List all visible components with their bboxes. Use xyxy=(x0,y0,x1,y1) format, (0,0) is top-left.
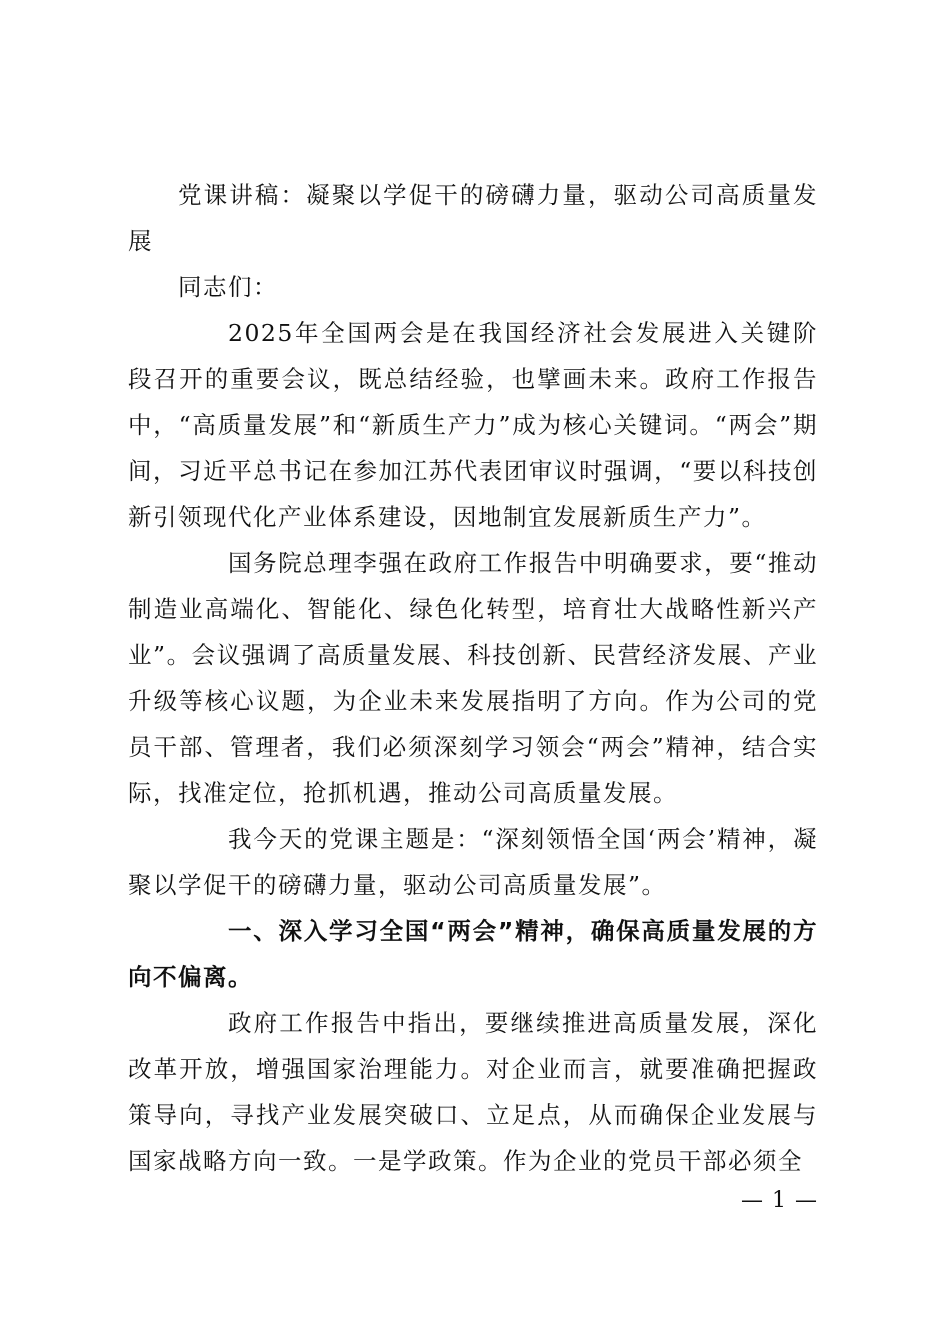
section-heading: 一、深入学习全国“两会”精神，确保高质量发展的方向不偏离。 xyxy=(128,917,818,991)
section-paragraph: 政府工作报告中指出，要继续推进高质量发展，深化改革开放，增强国家治理能力。对企业而言，就要准确把握政策导向，寻找产业发展突破口、立足点，从而确保企业发展与国家战略方向一致。一是学政策。作为企业的党员干部必须全 xyxy=(128,1009,818,1175)
paragraph-3: 我今天的党课主题是：“深刻领悟全国‘两会’精神，凝聚以学促干的磅礴力量，驱动公司高质量发展”。 xyxy=(128,825,818,899)
paragraph-1: 2025年全国两会是在我国经济社会发展进入关键阶段召开的重要会议，既总结经验，也擘画未来。政府工作报告中，“高质量发展”和“新质生产力”成为核心关键词。“两会”期间，习近平总书记在参加江苏代表团审议时强调，“要以科技创新引领现代化产业体系建设，因地制宜发展新质生产力”。 xyxy=(128,319,818,531)
document-title: 党课讲稿：凝聚以学促干的磅礴力量，驱动公司高质量发展 xyxy=(128,181,818,255)
greeting: 同志们： xyxy=(178,273,278,301)
page-number: — 1 — xyxy=(741,1188,818,1213)
paragraph-2: 国务院总理李强在政府工作报告中明确要求，要“推动制造业高端化、智能化、绿色化转型，培育壮大战略性新兴产业”。会议强调了高质量发展、科技创新、民营经济发展、产业升级等核心议题，为企业未来发展指明了方向。作为公司的党员干部、管理者，我们必须深刻学习领会“两会”精神，结合实际，找准定位，抢抓机遇，推动公司高质量发展。 xyxy=(128,549,818,807)
